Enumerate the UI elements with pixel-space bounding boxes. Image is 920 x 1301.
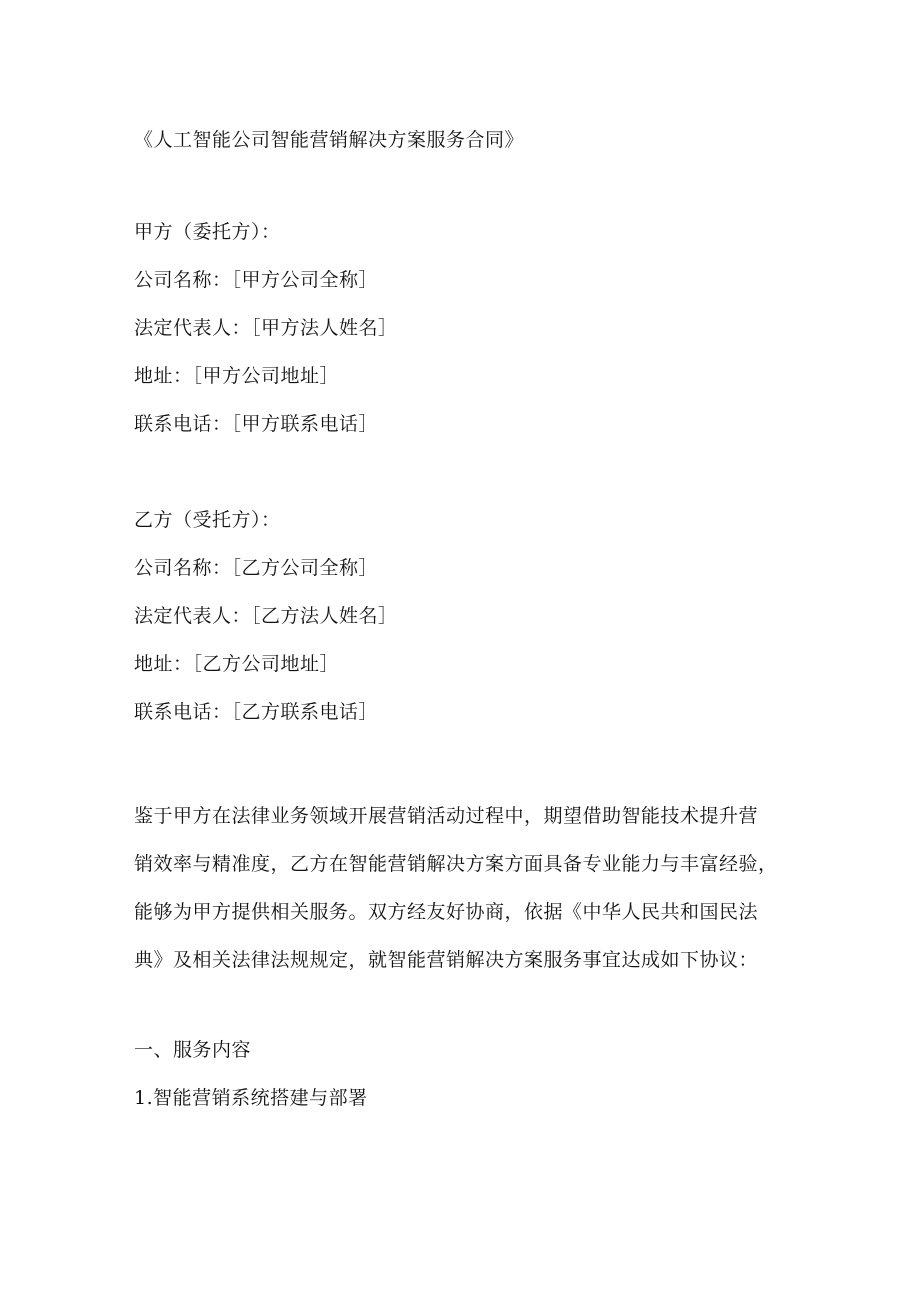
party-b-phone: 联系电话：［乙方联系电话］ — [134, 701, 379, 723]
preamble-line: 能够为甲方提供相关服务。双方经友好协商，依据《中华人民共和国民法 — [134, 901, 759, 923]
preamble-line: 典》及相关法律法规规定，就智能营销解决方案服务事宜达成如下协议： — [134, 949, 759, 971]
party-b-address: 地址：［乙方公司地址］ — [134, 653, 340, 675]
document-title: 《人工智能公司智能营销解决方案服务合同》 — [134, 129, 525, 151]
section-1-heading: 一、服务内容 — [134, 1039, 252, 1061]
party-a-heading: 甲方（委托方）： — [134, 221, 281, 243]
party-b-representative: 法定代表人：［乙方法人姓名］ — [134, 605, 398, 627]
party-a-address: 地址：［甲方公司地址］ — [134, 365, 340, 387]
preamble-line: 鉴于甲方在法律业务领域开展营销活动过程中，期望借助智能技术提升营 — [134, 805, 759, 827]
party-a-representative: 法定代表人：［甲方法人姓名］ — [134, 317, 398, 339]
party-b-company: 公司名称：［乙方公司全称］ — [134, 557, 379, 579]
preamble-paragraph — [134, 792, 784, 984]
party-b-heading: 乙方（受托方）： — [134, 509, 281, 531]
section-1-item-1: 1.智能营销系统搭建与部署 — [134, 1087, 368, 1109]
preamble-line: 销效率与精准度，乙方在智能营销解决方案方面具备专业能力与丰富经验， — [134, 853, 778, 875]
party-a-company: 公司名称：［甲方公司全称］ — [134, 269, 379, 291]
party-a-phone: 联系电话：［甲方联系电话］ — [134, 413, 379, 435]
